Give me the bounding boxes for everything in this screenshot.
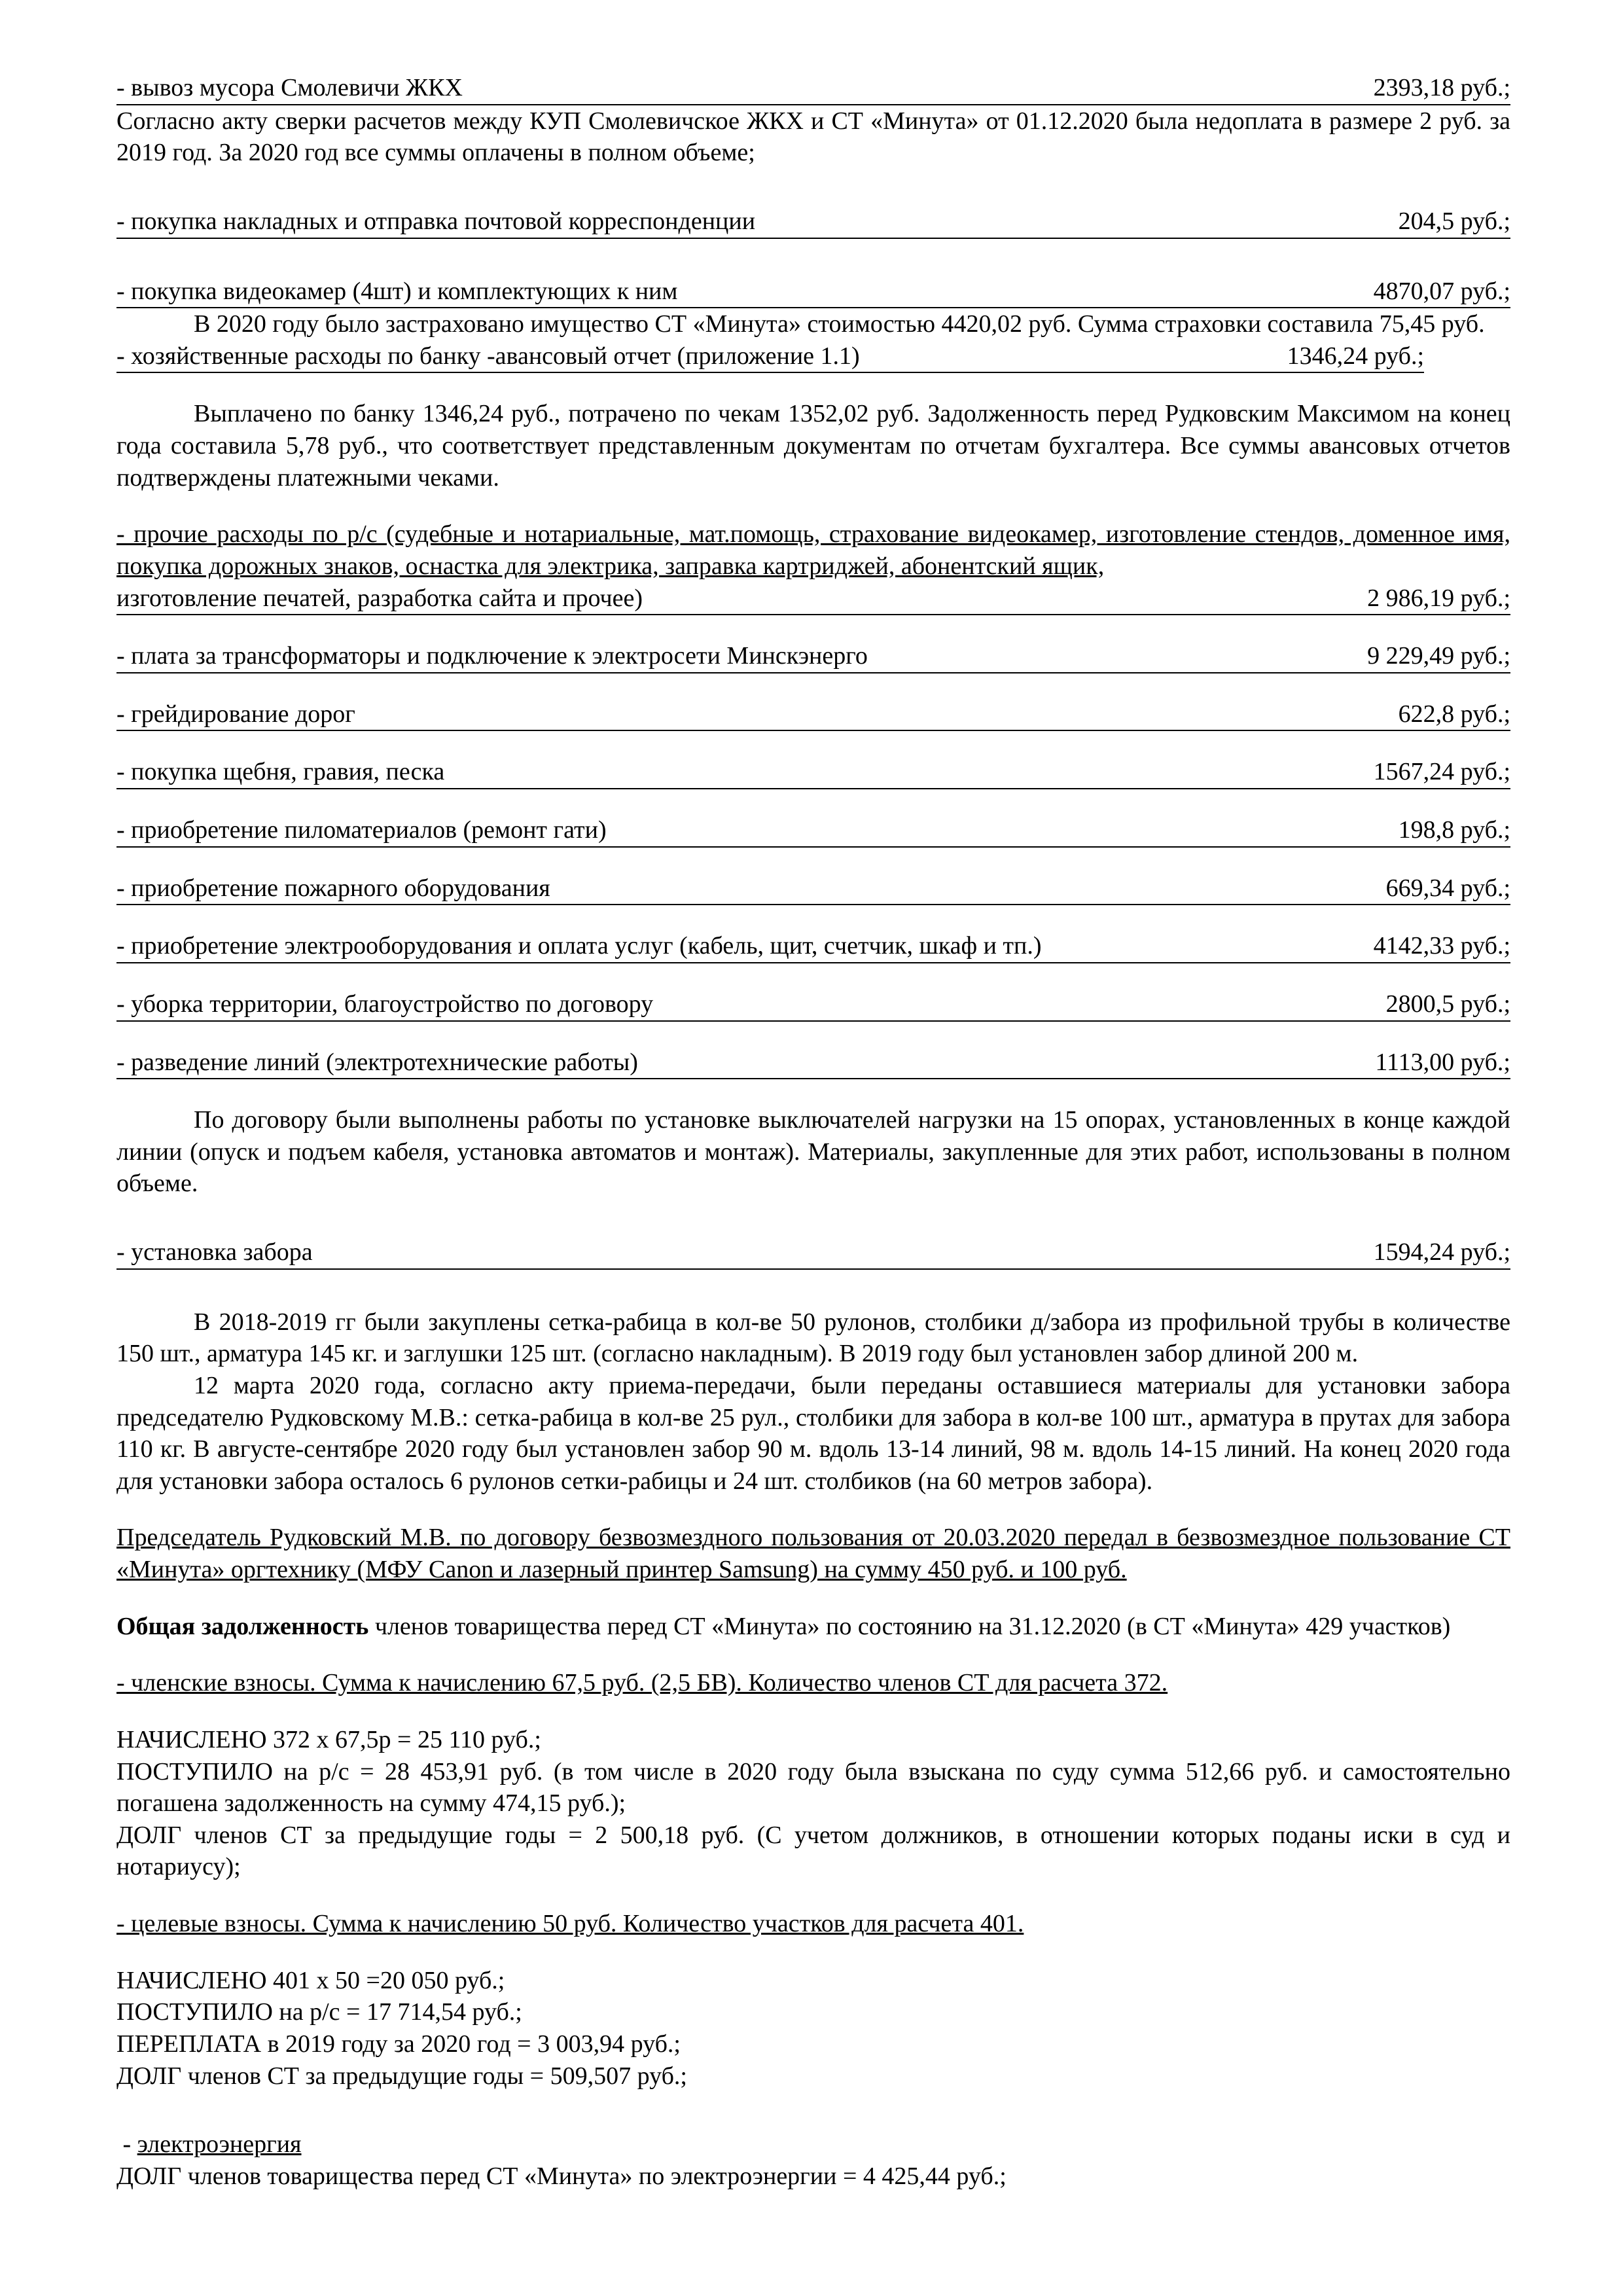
membership-received: ПОСТУПИЛО на р/с = 28 453,91 руб. (в том числе в 2020 году была взыскана по суду сумма 512,66 руб. и самостоятельно погашена задолженность на сумму 474,15 руб.); xyxy=(116,1757,1510,1818)
paragraph-insurance: В 2020 году было застраховано имущество СТ «Минута» стоимостью 4420,02 руб. Сумма страховки составила 75,45 руб. xyxy=(194,310,1485,338)
expense-amount: 9 229,49 руб.; xyxy=(1367,642,1510,670)
expense-label: - покупка щебня, гравия, песка xyxy=(116,758,445,786)
expense-line-lumber xyxy=(116,814,1510,848)
expense-amount: 1346,24 руб.; xyxy=(1287,342,1424,370)
target-charged: НАЧИСЛЕНО 401 х 50 =20 050 руб.; xyxy=(116,1966,505,1994)
expense-amount: 4870,07 руб.; xyxy=(1373,277,1510,305)
paragraph-fence-2020: 12 марта 2020 года, согласно акту приема-передачи, были переданы оставшиеся материалы для установки забора председателю Рудковскому М.В.: сетка-рабица в кол-ве 25 рул., столбики для забора в кол-ве 100 шт., арматура в прутах для забора 110 кг. В августе-сентябре 2020 году был установлен забор 90 м. вдоль 13-14 линий, 98 м. вдоль 14-15 линий. На конец 2020 года для установки забора осталось 6 рулонов сетки-рабицы и 24 шт. столбиков (на 60 метров забора). xyxy=(116,1371,1510,1495)
expense-label: - приобретение электрооборудования и оплата услуг (кабель, щит, счетчик, шкаф и тп.) xyxy=(116,932,1042,960)
paragraph-chairman: Председатель Рудковский М.В. по договору безвозмездного пользования от 20.03.2020 передал в безвозмездное пользование СТ «Минута» оргтехнику (МФУ Canon и лазерный принтер Samsung) на сумму 450 руб. и 100 руб. xyxy=(116,1524,1510,1583)
expense-line-lines xyxy=(116,1047,1510,1080)
paragraph-total-debt xyxy=(116,1611,1510,1643)
target-overpaid: ПЕРЕПЛАТА в 2019 году за 2020 год = 3 003,94 руб.; xyxy=(116,2030,681,2058)
target-debt: ДОЛГ членов СТ за предыдущие годы = 509,507 руб.; xyxy=(116,2062,687,2090)
paragraph-switches: По договору были выполнены работы по установке выключателей нагрузки на 15 опорах, установленных в конце каждой линии (опуск и подъем кабеля, установка автоматов и монтаж). Материалы, закупленные для этих работ, использованы в полном объеме. xyxy=(116,1106,1510,1198)
expense-label: - приобретение пожарного оборудования xyxy=(116,874,550,902)
expense-amount: 622,8 руб.; xyxy=(1398,700,1510,728)
total-debt-rest: членов товарищества перед СТ «Минута» по состоянию на 31.12.2020 (в СТ «Минута» 429 участков) xyxy=(368,1612,1451,1640)
expense-amount: 1113,00 руб.; xyxy=(1375,1048,1510,1076)
expense-line-cleaning xyxy=(116,988,1510,1022)
paragraph-reconciliation: Согласно акту сверки расчетов между КУП Смолевичское ЖКХ и СТ «Минута» от 01.12.2020 была недоплата в размере 2 руб. за 2019 год. За 2020 год все суммы оплачены в полном объеме; xyxy=(116,107,1510,167)
expense-line-fence xyxy=(116,1236,1510,1270)
target-heading: - целевые взносы. Сумма к начислению 50 руб. Количество участков для расчета 401. xyxy=(116,1910,1024,1937)
expense-label: - грейдирование дорог xyxy=(116,700,355,728)
expense-line-fire xyxy=(116,872,1510,906)
paragraph-bank-paid: Выплачено по банку 1346,24 руб., потрачено по чекам 1352,02 руб. Задолженность перед Рудковским Максимом на конец года составила 5,78 руб., что соответствует представленным документам по отчетам бухгалтера. Все суммы авансовых отчетов подтверждены платежными чеками. xyxy=(116,400,1510,492)
expense-line-grading xyxy=(116,698,1510,732)
electricity-debt: ДОЛГ членов товарищества перед СТ «Минута» по электроэнергии = 4 425,44 руб.; xyxy=(116,2162,1007,2190)
target-received: ПОСТУПИЛО на р/с = 17 714,54 руб.; xyxy=(116,1998,522,2026)
electricity-heading: электроэнергия xyxy=(137,2130,302,2159)
expense-line-transformers xyxy=(116,640,1510,673)
expense-amount: 2800,5 руб.; xyxy=(1385,990,1510,1018)
expense-label: - приобретение пиломатериалов (ремонт гати) xyxy=(116,816,607,844)
expense-amount: 4142,33 руб.; xyxy=(1373,932,1510,960)
expense-amount: 1567,24 руб.; xyxy=(1373,758,1510,786)
expense-line-garbage xyxy=(116,72,1510,105)
electricity-prefix: - xyxy=(116,2130,137,2159)
membership-charged: НАЧИСЛЕНО 372 х 67,5р = 25 110 руб.; xyxy=(116,1725,541,1753)
expense-line-electro xyxy=(116,930,1510,963)
total-debt-bold: Общая задолженность xyxy=(116,1612,369,1640)
electricity-heading-line xyxy=(116,2128,1510,2161)
expense-label: - покупка видеокамер (4шт) и комплектующих к ним xyxy=(116,277,678,305)
expense-label: - уборка территории, благоустройство по договору xyxy=(116,990,654,1018)
membership-heading: - членские взносы. Сумма к начислению 67,5 руб. (2,5 БВ). Количество членов СТ для расчета 372. xyxy=(116,1669,1168,1697)
expense-label: - разведение линий (электротехнические работы) xyxy=(116,1048,638,1076)
membership-debt: ДОЛГ членов СТ за предыдущие годы = 2 500,18 руб. (С учетом должников, в отношении которых поданы иски в суд и нотариусу); xyxy=(116,1821,1510,1881)
expense-amount: 669,34 руб.; xyxy=(1385,874,1510,902)
expense-label: изготовление печатей, разработка сайта и прочее) xyxy=(116,584,643,612)
expense-line-household xyxy=(116,340,1424,374)
paragraph-fence-2018: В 2018-2019 гг были закуплены сетка-рабица в кол-ве 50 рулонов, столбики д/забора из профильной трубы в количестве 150 шт., арматура 145 кг. и заглушки 125 шт. (согласно накладным). В 2019 году был установлен забор длиной 200 м. xyxy=(116,1308,1510,1368)
expense-amount: 2393,18 руб.; xyxy=(1373,74,1510,101)
expense-amount: 1594,24 руб.; xyxy=(1373,1238,1510,1266)
expense-amount: 198,8 руб.; xyxy=(1398,816,1510,844)
expense-label: - хозяйственные расходы по банку -авансовый отчет (приложение 1.1) xyxy=(116,342,860,370)
expense-label: - установка забора xyxy=(116,1238,313,1266)
expense-label: - вывоз мусора Смолевичи ЖКХ xyxy=(116,74,463,101)
expense-label: - покупка накладных и отправка почтовой корреспонденции xyxy=(116,207,756,235)
expense-line-invoices xyxy=(116,206,1510,239)
expense-line-cameras xyxy=(116,276,1510,309)
expense-line-gravel xyxy=(116,756,1510,789)
paragraph-other-expenses: - прочие расходы по р/с (судебные и нотариальные, мат.помощь, страхование видеокамер, изготовление стендов, доменное имя, покупка дорожных знаков, оснастка для электрика, заправка картриджей, абонентский ящик, xyxy=(116,520,1510,580)
expense-amount: 2 986,19 руб.; xyxy=(1367,584,1510,612)
expense-label: - плата за трансформаторы и подключение к электросети Минскэнерго xyxy=(116,642,868,670)
expense-amount: 204,5 руб.; xyxy=(1398,207,1510,235)
expense-line-other xyxy=(116,583,1510,616)
